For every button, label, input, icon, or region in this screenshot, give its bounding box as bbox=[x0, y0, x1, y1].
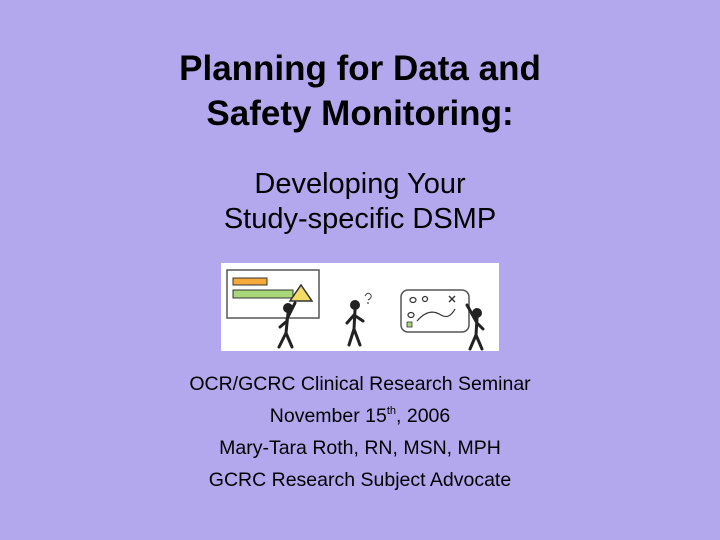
slide-subtitle bbox=[60, 167, 660, 237]
subtitle-line-2: Study-specific DSMP bbox=[223, 203, 497, 235]
presentation-info bbox=[60, 368, 660, 496]
title-line-1: Planning for Data and bbox=[179, 49, 541, 88]
presenter-name: Mary-Tara Roth, RN, MSN, MPH bbox=[219, 437, 501, 459]
presentation-date bbox=[60, 400, 660, 432]
date-suffix: , 2006 bbox=[396, 405, 451, 427]
thinking-figure-icon bbox=[347, 293, 371, 345]
presenter-role: GCRC Research Subject Advocate bbox=[208, 469, 512, 491]
subtitle-line-1: Developing Your bbox=[254, 168, 466, 200]
presenter-figure-icon bbox=[227, 270, 319, 347]
date-superscript: th bbox=[386, 405, 397, 417]
date-prefix: November 15 bbox=[269, 405, 387, 427]
planning-figure-icon bbox=[401, 290, 483, 349]
seminar-name: OCR/GCRC Clinical Research Seminar bbox=[189, 373, 531, 395]
slide-title bbox=[60, 46, 660, 136]
illustration bbox=[221, 263, 499, 351]
title-line-2: Safety Monitoring: bbox=[206, 94, 514, 133]
